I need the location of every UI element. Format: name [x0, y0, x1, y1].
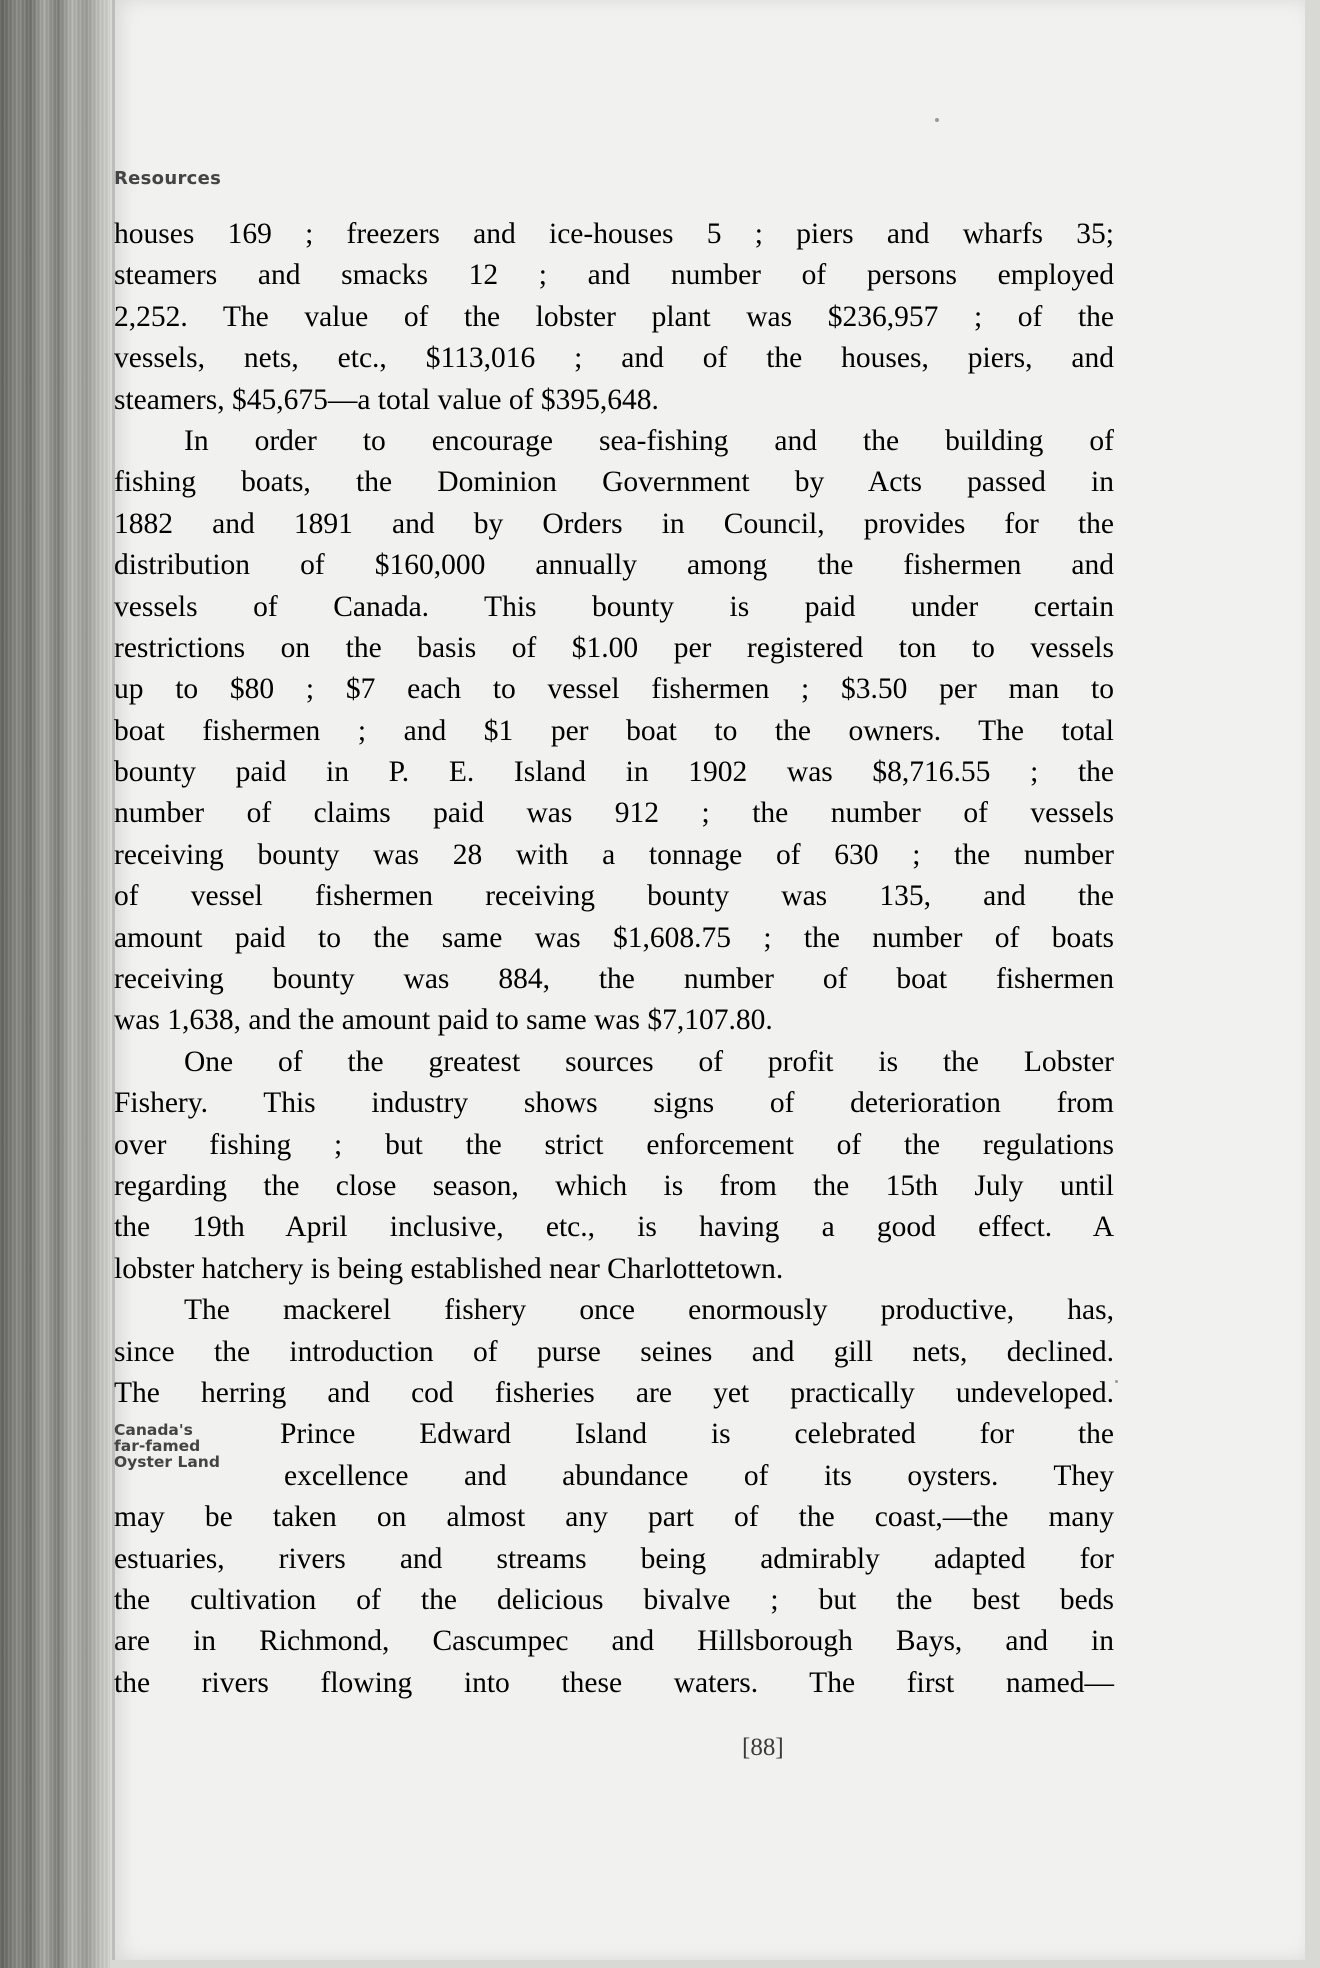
text-line: fishing boats, the Dominion Government by Acts passed in [114, 466, 1114, 499]
text-line: the cultivation of the delicious bivalve ; but the best beds [114, 1583, 1114, 1616]
text-line: The mackerel fishery once enormously productive, has, [184, 1294, 1114, 1327]
text-line: of vessel fishermen receiving bounty was 135, and the [114, 880, 1114, 913]
text-line: houses 169 ; freezers and ice-houses 5 ; piers and wharfs 35; [114, 218, 1114, 250]
text-line: number of claims paid was 912 ; the number of vessels [114, 797, 1114, 830]
margin-note-line: far-famed [114, 1437, 201, 1455]
text-line: 1882 and 1891 and by Orders in Council, provides for the [114, 507, 1114, 540]
text-line: One of the greatest sources of profit is the Lobster [184, 1045, 1114, 1078]
text-line: estuaries, rivers and streams being admirably adapted for [114, 1542, 1114, 1575]
text-line: The herring and cod fisheries are yet practically undeveloped. [114, 1376, 1114, 1409]
text-line: receiving bounty was 884, the number of boat fishermen [114, 963, 1114, 996]
page-number: [88] [742, 1734, 784, 1761]
text-line: In order to encourage sea-fishing and the building of [184, 424, 1114, 457]
text-line: the 19th April inclusive, etc., is having a good effect. A [114, 1211, 1114, 1244]
text-line: are in Richmond, Cascumpec and Hillsborough Bays, and in [114, 1625, 1114, 1658]
text-line: boat fishermen ; and $1 per boat to the owners. The total [114, 714, 1114, 747]
text-line: regarding the close season, which is from the 15th July until [114, 1169, 1114, 1202]
text-line: amount paid to the same was $1,608.75 ; the number of boats [114, 921, 1114, 954]
text-line: 2,252. The value of the lobster plant was $236,957 ; of the [114, 300, 1114, 333]
text-line: distribution of $160,000 annually among the fishermen and [114, 549, 1114, 582]
text-line: lobster hatchery is being established near Charlottetown. [114, 1252, 784, 1285]
text-line: over fishing ; but the strict enforcement of the regulations [114, 1128, 1114, 1161]
text-line: excellence and abundance of its oysters. They [284, 1459, 1114, 1492]
text-line: Fishery. This industry shows signs of deterioration from [114, 1087, 1114, 1120]
text-line: the rivers flowing into these waters. The first named— [114, 1666, 1114, 1699]
text-line: up to $80 ; $7 each to vessel fishermen ; $3.50 per man to [114, 673, 1114, 706]
margin-note-line: Oyster Land [114, 1453, 220, 1471]
text-line: Prince Edward Island is celebrated for the [280, 1418, 1114, 1451]
text-line: vessels, nets, etc., $113,016 ; and of the houses, piers, and [114, 342, 1114, 375]
text-lines [114, 214, 1114, 1704]
running-head: Resources [114, 168, 222, 189]
text-line: steamers and smacks 12 ; and number of persons employed [114, 259, 1114, 292]
paper-speck [1115, 1380, 1118, 1383]
text-line: bounty paid in P. E. Island in 1902 was $8,716.55 ; the [114, 756, 1114, 789]
text-line: may be taken on almost any part of the coast,—the many [114, 1501, 1114, 1534]
text-line: was 1,638, and the amount paid to same was $7,107.80. [114, 1004, 773, 1037]
text-line: restrictions on the basis of $1.00 per registered ton to vessels [114, 631, 1114, 664]
paper-speck [935, 118, 939, 122]
text-line: receiving bounty was 28 with a tonnage of 630 ; the number [114, 838, 1114, 871]
book-spine-edge [0, 0, 110, 1968]
text-line: vessels of Canada. This bounty is paid under certain [114, 590, 1114, 623]
margin-note-line: Canada's [114, 1421, 193, 1439]
text-line: since the introduction of purse seines and gill nets, declined. [114, 1335, 1114, 1368]
text-line: steamers, $45,675—a total value of $395,648. [114, 383, 659, 416]
